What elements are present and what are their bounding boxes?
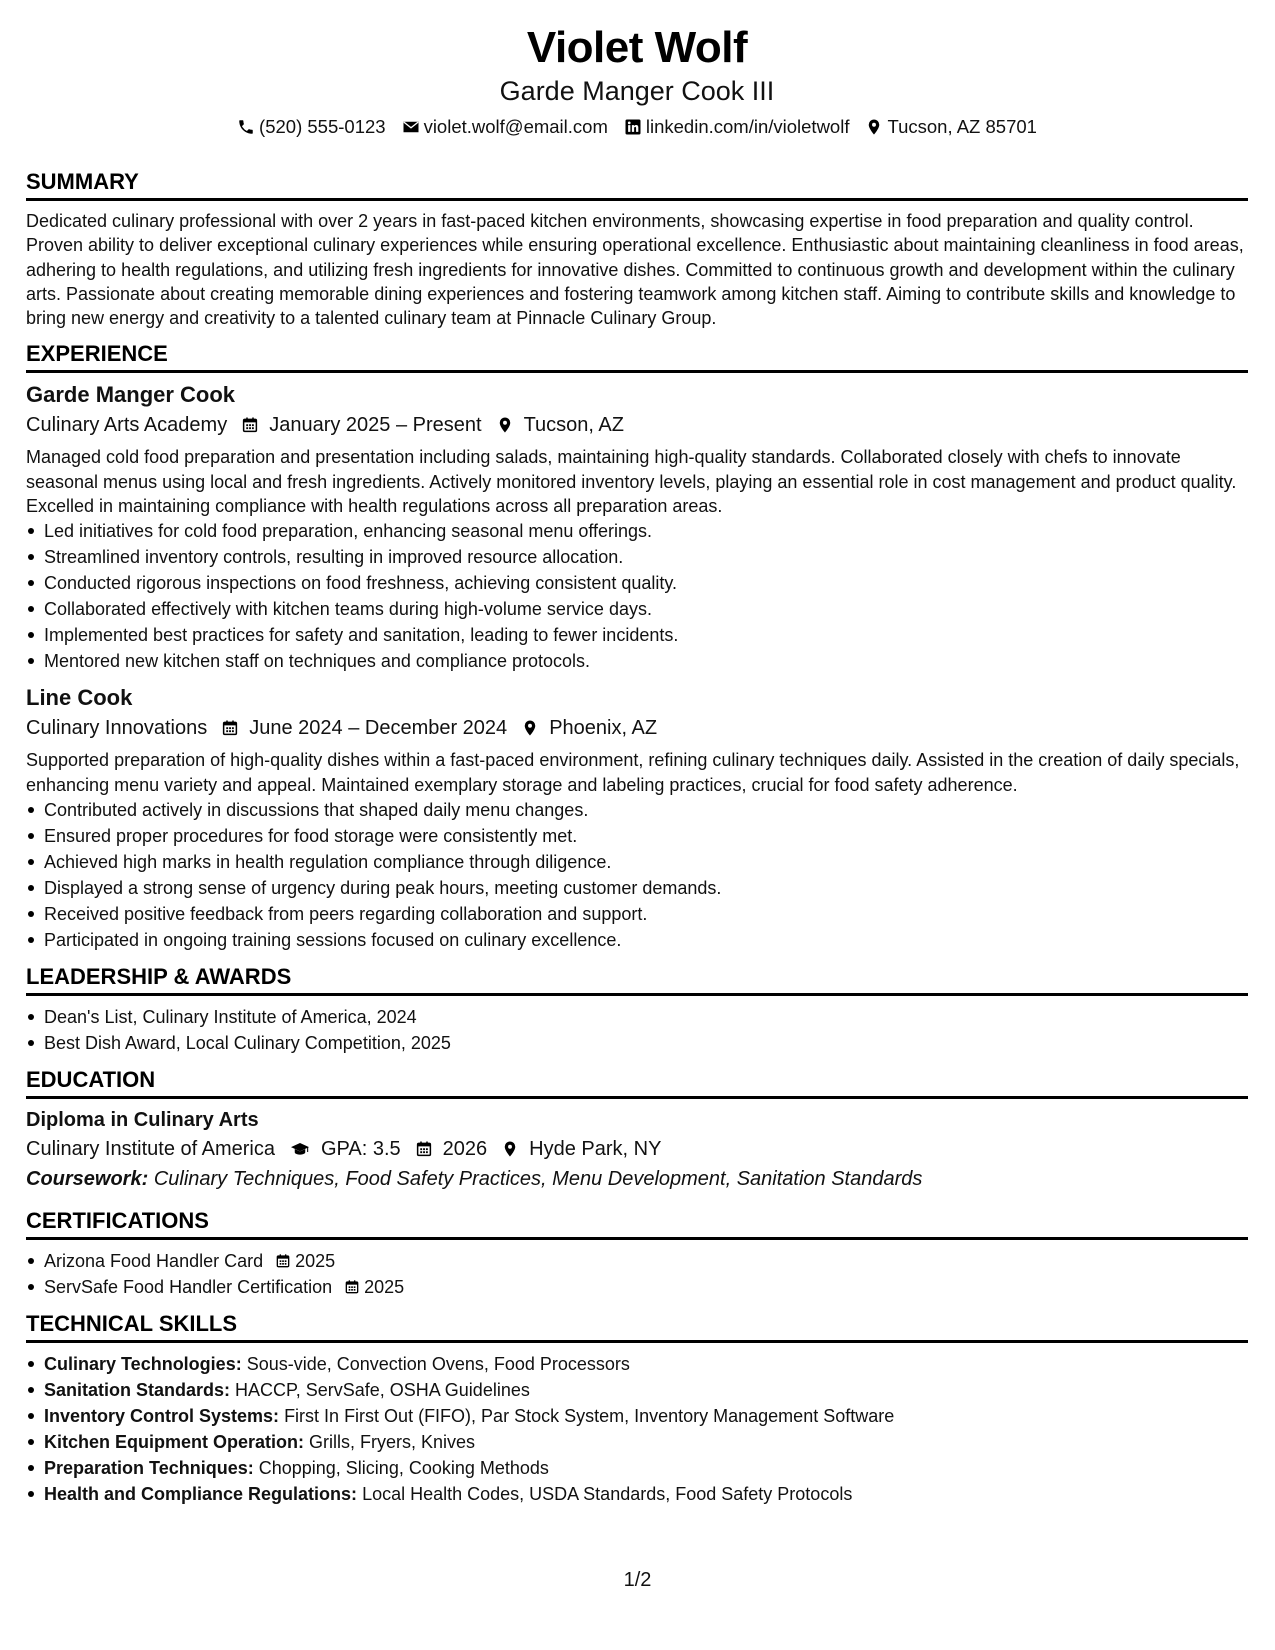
skill-value: Chopping, Slicing, Cooking Methods	[258, 1457, 549, 1478]
list-item: Displayed a strong sense of urgency during peak hours, meeting customer demands.	[26, 875, 1248, 901]
list-item: Achieved high marks in health regulation compliance through diligence.	[26, 849, 1248, 875]
job-company: Culinary Innovations	[26, 717, 208, 740]
contact-linkedin[interactable]	[624, 114, 850, 140]
summary-text: Dedicated culinary professional with over 2 years in fast-paced kitchen environments, showcasing expertise in food preparation and quality control. Proven ability to deliver exceptional culinary experiences while ensuring operational excellence. Enthusiastic about maintaining cleanliness in food areas, adhering to health regulations, and utilizing fresh ingredients for innovative dishes. Committed to continuous growth and development within the culinary arts. Passionate about creating memorable dining experiences and fostering teamwork among kitchen staff. Aiming to contribute skills and knowledge to bring new energy and creativity to a talented culinary team at Pinnacle Culinary Group.	[26, 211, 1244, 329]
phone-text: (520) 555-0123	[259, 116, 386, 137]
experience-section	[26, 340, 1248, 952]
candidate-name: Violet Wolf	[526, 23, 748, 72]
coursework-label: Coursework:	[26, 1167, 149, 1190]
job-location: Tucson, AZ	[523, 414, 624, 437]
degree-title: Diploma in Culinary Arts	[26, 1108, 259, 1131]
skill-label: Sanitation Standards:	[44, 1379, 231, 1400]
contact-phone	[237, 114, 386, 140]
contact-location	[865, 114, 1036, 140]
summary-section	[26, 168, 1248, 330]
calendar-icon	[241, 416, 259, 434]
list-item: Conducted rigorous inspections on food freshness, achieving consistent quality.	[26, 570, 1248, 596]
list-item	[26, 1481, 1248, 1507]
skill-value: First In First Out (FIFO), Par Stock System, Inventory Management Software	[284, 1405, 895, 1426]
summary-heading: SUMMARY	[26, 168, 1248, 201]
list-item	[26, 1377, 1248, 1403]
map-pin-icon	[865, 118, 883, 136]
skill-label: Preparation Techniques:	[44, 1457, 254, 1478]
certification-row	[44, 1248, 1248, 1274]
certification-name: Arizona Food Handler Card	[44, 1250, 264, 1271]
skill-value: Sous-vide, Convection Ovens, Food Processors	[246, 1353, 630, 1374]
list-item: Ensured proper procedures for food storage were consistently met.	[26, 823, 1248, 849]
list-item: Streamlined inventory controls, resulting in improved resource allocation.	[26, 544, 1248, 570]
envelope-icon	[402, 118, 420, 136]
certifications-section	[26, 1207, 1248, 1300]
job-meta	[26, 714, 1248, 742]
certification-row	[44, 1274, 1248, 1300]
calendar-icon	[221, 719, 239, 737]
job-location: Phoenix, AZ	[549, 717, 658, 740]
list-item: Participated in ongoing training sessions focused on culinary excellence.	[26, 927, 1248, 953]
education-section	[26, 1066, 1248, 1193]
education-heading: EDUCATION	[26, 1066, 1248, 1099]
map-pin-icon	[521, 719, 539, 737]
linkedin-icon	[624, 118, 642, 136]
job-entry	[26, 381, 1248, 674]
coursework-text: Culinary Techniques, Food Safety Practices, Menu Development, Sanitation Standards	[153, 1167, 923, 1190]
certification-year: 2025	[364, 1276, 405, 1297]
job-company: Culinary Arts Academy	[26, 414, 228, 437]
job-meta	[26, 411, 1248, 439]
graduation-cap-icon	[289, 1140, 311, 1158]
coursework-line	[26, 1165, 1248, 1193]
list-item: Dean's List, Culinary Institute of America, 2024	[26, 1004, 1248, 1030]
skill-label: Health and Compliance Regulations:	[44, 1483, 358, 1504]
list-item: Contributed actively in discussions that shaped daily menu changes.	[26, 797, 1248, 823]
list-item: Implemented best practices for safety and sanitation, leading to fewer incidents.	[26, 622, 1248, 648]
calendar-icon	[275, 1253, 291, 1269]
school-name: Culinary Institute of America	[26, 1137, 275, 1160]
job-dates: January 2025 – Present	[269, 414, 482, 437]
education-meta	[26, 1135, 1248, 1163]
skill-value: Grills, Fryers, Knives	[309, 1431, 476, 1452]
list-item: Collaborated effectively with kitchen teams during high-volume service days.	[26, 596, 1248, 622]
certification-year: 2025	[295, 1250, 336, 1271]
linkedin-link[interactable]: linkedin.com/in/violetwolf	[645, 116, 850, 137]
list-item	[26, 1248, 1248, 1274]
skill-label: Culinary Technologies:	[44, 1353, 242, 1374]
certifications-heading: CERTIFICATIONS	[26, 1207, 1248, 1240]
awards-list	[26, 1004, 1248, 1056]
job-description: Supported preparation of high-quality dishes within a fast-paced environment, refining culinary techniques daily. Assisted in the creation of daily specials, enhancing menu variety and appeal. Maintained exemplary storage and labeling practices, crucial for food safety adherence.	[26, 750, 1240, 795]
list-item	[26, 1403, 1248, 1429]
skills-heading: TECHNICAL SKILLS	[26, 1310, 1248, 1343]
location-text: Tucson, AZ 85701	[887, 116, 1037, 137]
skill-label: Inventory Control Systems:	[44, 1405, 280, 1426]
graduation-year: 2026	[442, 1137, 488, 1160]
resume-header	[26, 22, 1248, 140]
certifications-list	[26, 1248, 1248, 1300]
map-pin-icon	[496, 416, 514, 434]
map-pin-icon	[501, 1140, 519, 1158]
email-link[interactable]: violet.wolf@email.com	[423, 116, 608, 137]
skill-label: Kitchen Equipment Operation:	[44, 1431, 305, 1452]
skills-section	[26, 1310, 1248, 1507]
calendar-icon	[415, 1140, 433, 1158]
list-item: Best Dish Award, Local Culinary Competition, 2025	[26, 1030, 1248, 1056]
page-number: 1/2	[623, 1569, 652, 1591]
school-location: Hyde Park, NY	[529, 1137, 662, 1160]
job-title: Garde Manger Cook	[26, 382, 236, 408]
contact-email[interactable]	[402, 114, 608, 140]
resume-page	[26, 22, 1248, 1507]
job-description: Managed cold food preparation and presentation including salads, maintaining high-quality standards. Collaborated closely with chefs to innovate seasonal menus using local and fresh ingredients. Actively monitored inventory levels, playing an essential role in cost management and product quality. Excelled in maintaining compliance with health regulations across all preparation areas.	[26, 447, 1237, 517]
skill-value: Local Health Codes, USDA Standards, Food Safety Protocols	[362, 1483, 853, 1504]
list-item: Received positive feedback from peers regarding collaboration and support.	[26, 901, 1248, 927]
job-dates: June 2024 – December 2024	[249, 717, 508, 740]
awards-heading: LEADERSHIP & AWARDS	[26, 963, 1248, 996]
skills-list	[26, 1351, 1248, 1507]
skill-value: HACCP, ServSafe, OSHA Guidelines	[235, 1379, 530, 1400]
job-bullets	[26, 797, 1248, 953]
job-bullets	[26, 518, 1248, 674]
phone-icon	[237, 118, 255, 136]
gpa-text: GPA: 3.5	[321, 1137, 401, 1160]
list-item: Led initiatives for cold food preparation, enhancing seasonal menu offerings.	[26, 518, 1248, 544]
candidate-role: Garde Manger Cook III	[499, 76, 775, 106]
list-item	[26, 1274, 1248, 1300]
job-entry	[26, 684, 1248, 953]
list-item: Mentored new kitchen staff on techniques and compliance protocols.	[26, 648, 1248, 674]
awards-section	[26, 963, 1248, 1056]
list-item	[26, 1455, 1248, 1481]
list-item	[26, 1429, 1248, 1455]
contact-bar	[26, 114, 1248, 140]
calendar-icon	[344, 1279, 360, 1295]
certification-name: ServSafe Food Handler Certification	[44, 1276, 333, 1297]
experience-heading: EXPERIENCE	[26, 340, 1248, 373]
list-item	[26, 1351, 1248, 1377]
job-title: Line Cook	[26, 685, 133, 711]
